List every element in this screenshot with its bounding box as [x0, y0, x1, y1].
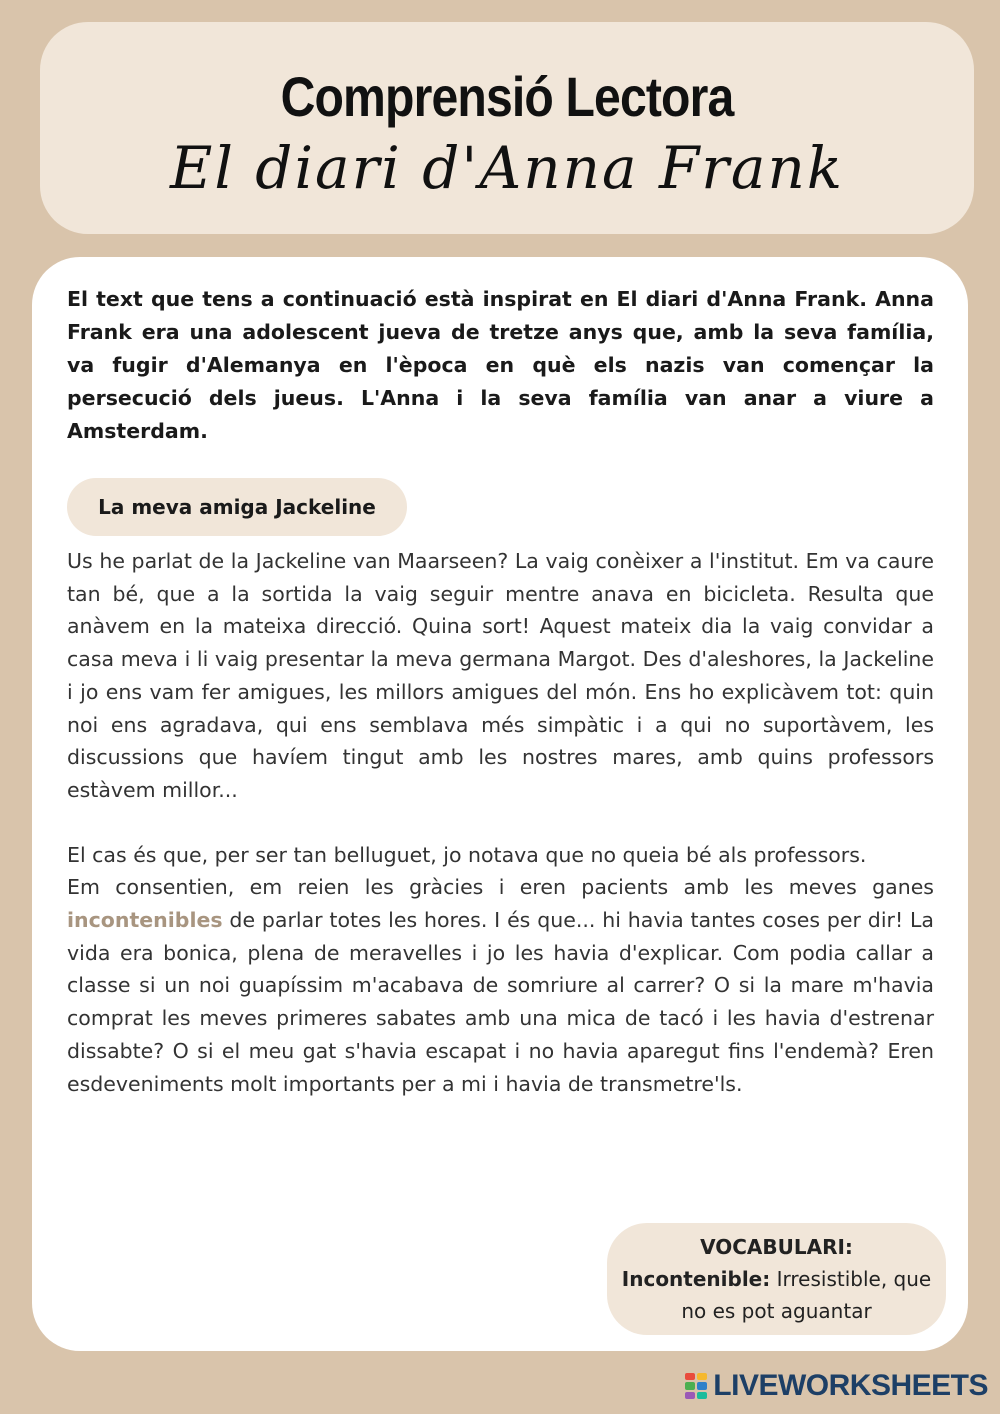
highlight-word: incontenibles — [67, 908, 223, 933]
vocabulary-heading: VOCABULARI: — [700, 1235, 853, 1259]
brand-name: LIVEWORKSHEETS — [713, 1369, 988, 1402]
page-subtitle: El diari d'Anna Frank — [169, 134, 845, 202]
footer-brand[interactable] — [685, 1368, 988, 1404]
story-text — [67, 545, 934, 1100]
story-paragraph-3-end: de parlar totes les hores. I és que... hi havia tantes coses per dir! La vida era bonica, plena de meravelles i jo les havia d'explicar. Com podia callar a classe si un noi guapíssim m'acabava de somriure al carrer? O si la mare m'havia comprat les meves primeres sabates amb una mica de tacó i les havia d'estrenar dissabte? O si el meu gat s'havia escapat i no havia aparegut fins l'endemà? Eren esdeveniments molt importants per a mi i havia de transmetre'ls. — [67, 908, 934, 1096]
vocabulary-entry — [607, 1263, 946, 1327]
intro-text: El text que tens a continuació està inspirat en El diari d'Anna Frank. Anna Frank era una adolescent jueva de tretze anys que, amb la seva família, va fugir d'Alemanya en l'època en què els nazis van començar la persecució dels jueus. L'Anna i la seva família van anar a viure a Amsterdam. — [67, 287, 934, 443]
header-banner — [40, 22, 974, 234]
story-paragraph-2: El cas és que, per ser tan belluguet, jo notava que no queia bé als professors. — [67, 842, 867, 867]
section-title: La meva amiga Jackeline — [67, 478, 407, 536]
page-title: Comprensió Lectora — [280, 65, 734, 128]
content-card — [32, 257, 968, 1351]
story-paragraph-3-start: Em consentien, em reien les gràcies i eren pacients amb les meves ganes — [67, 875, 934, 900]
vocabulary-definition: Irresistible, que no es pot aguantar — [681, 1267, 932, 1323]
liveworksheets-logo-icon — [685, 1373, 707, 1399]
story-paragraph-3 — [67, 871, 934, 1100]
story-paragraph-1: Us he parlat de la Jackeline van Maarseen? La vaig conèixer a l'institut. Em va caure tan bé, que a la sortida la vaig seguir mentre anava en bicicleta. Resulta que anàvem en la mateixa direcció. Quina sort! Aquest mateix dia la vaig convidar a casa meva i li vaig presentar la meva germana Margot. Des d'aleshores, la Jackeline i jo ens vam fer amigues, les millors amigues del món. Ens ho explicàvem tot: quin noi ens agradava, qui ens semblava més simpàtic i a qui no suportàvem, les discussions que havíem tingut amb les nostres mares, amb quins professors estàvem millor... — [67, 549, 934, 802]
vocabulary-box — [607, 1223, 946, 1335]
vocabulary-term: Incontenible: — [621, 1267, 771, 1291]
